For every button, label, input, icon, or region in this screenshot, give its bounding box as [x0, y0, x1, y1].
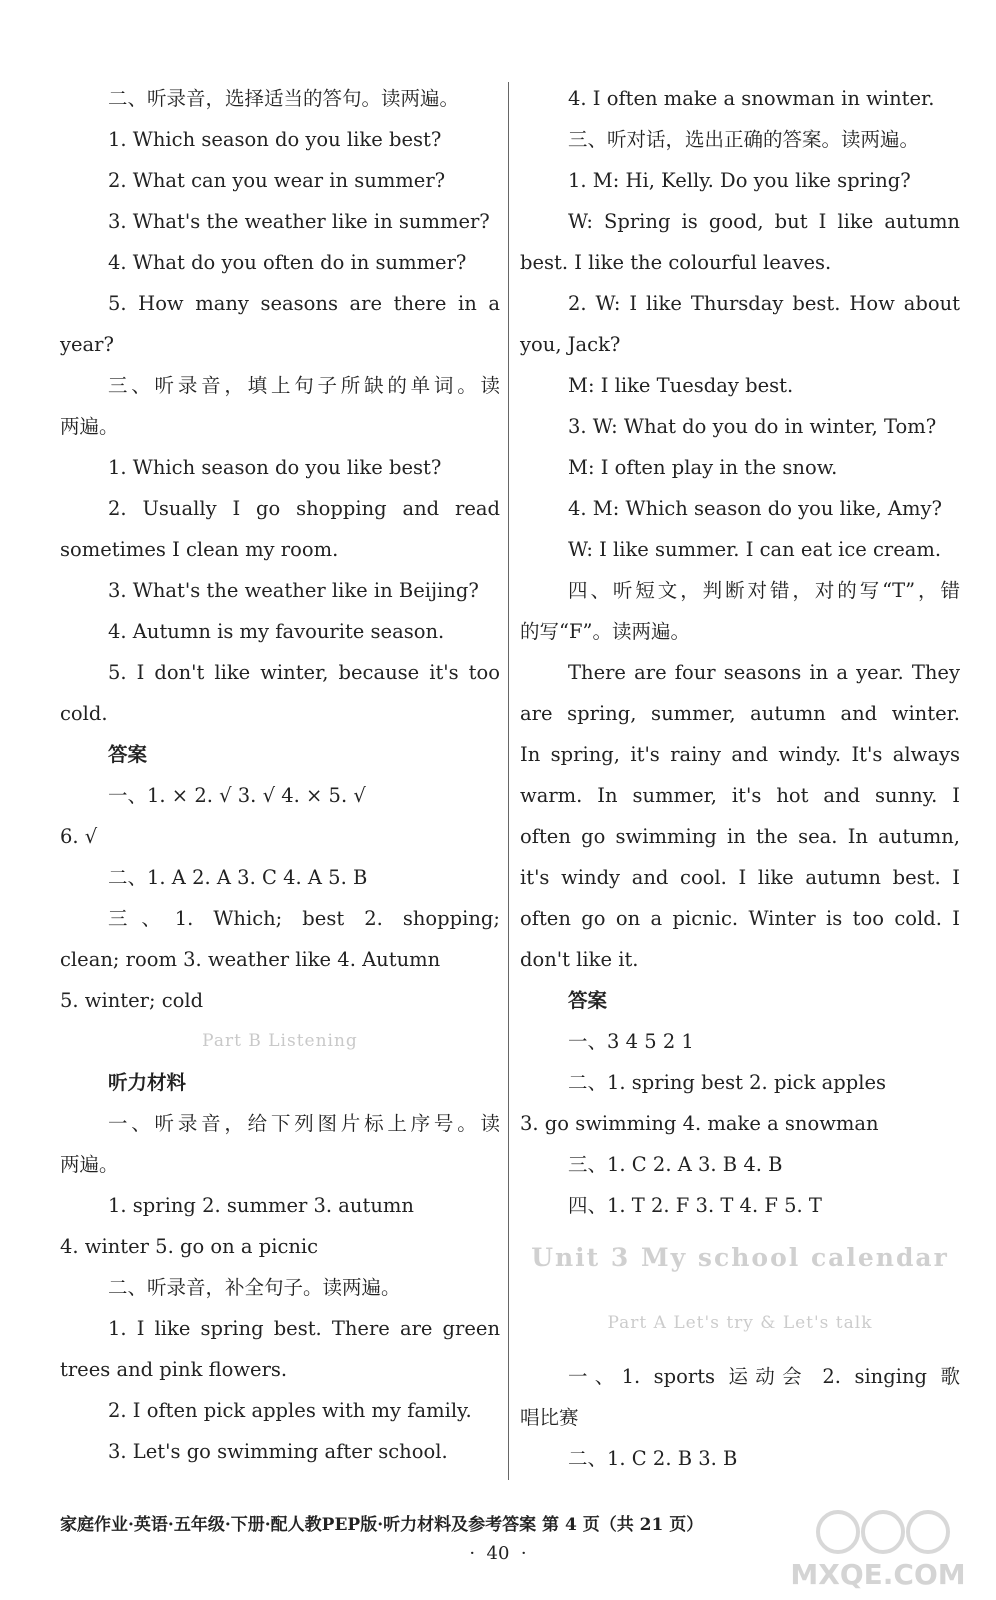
- footer-text: 家庭作业·英语·五年级·下册·配人教PEP版·听力材料及参考答案 第 4 页（共 21 页）: [60, 1515, 704, 1535]
- text-line: trees and pink flowers.: [60, 1358, 288, 1381]
- text-line: 3. go swimming 4. make a snowman: [520, 1112, 879, 1135]
- text-line: 一、1. × 2. √ 3. √ 4. × 5. √: [108, 784, 366, 807]
- text-line: it's windy and cool. I like autumn best. I: [520, 866, 960, 889]
- text-line: often go on a picnic. Winter is too cold. I: [520, 907, 960, 930]
- text-line: There are four seasons in a year. They: [568, 661, 960, 684]
- text-line: are spring, summer, autumn and winter.: [520, 702, 960, 725]
- text-line: 5. winter; cold: [60, 989, 204, 1012]
- text-line: warm. In summer, it's hot and sunny. I: [520, 784, 960, 807]
- text-line: 二、1. spring best 2. pick apples: [568, 1071, 886, 1094]
- text-line: 6. √: [60, 825, 98, 848]
- text-line: W: I like summer. I can eat ice cream.: [568, 538, 942, 561]
- text-line: 两遍。: [60, 1153, 119, 1176]
- text-line: 两遍。: [60, 415, 119, 438]
- text-line: 5. I don't like winter, because it's too: [108, 661, 500, 684]
- text-line: 3. What's the weather like in summer?: [108, 210, 490, 233]
- text-line: 一、3 4 5 2 1: [568, 1030, 694, 1053]
- page-number: · 40 ·: [469, 1543, 527, 1564]
- text-line: 3. Let's go swimming after school.: [108, 1440, 448, 1463]
- text-line: 三、听对话，选出正确的答案。读两遍。: [568, 128, 920, 151]
- text-line: 一、听录音，给下列图片标上序号。读: [108, 1112, 500, 1135]
- part-heading: Part B Listening: [202, 1031, 358, 1051]
- left-column: [60, 78, 500, 1472]
- text-line: 三、1. Which; best 2. shopping;: [108, 907, 500, 930]
- text-line: 4. What do you often do in summer?: [108, 251, 467, 274]
- text-line: clean; room 3. weather like 4. Autumn: [60, 948, 441, 971]
- text-line: 2. I often pick apples with my family.: [108, 1399, 472, 1422]
- text-line: 四、听短文，判断对错，对的写“T”，错: [568, 579, 960, 602]
- text-line: don't like it.: [520, 948, 639, 971]
- section-heading: 答案: [108, 743, 148, 766]
- text-line: often go swimming in the sea. In autumn,: [520, 825, 960, 848]
- watermark-text: MXQE.COM: [790, 1558, 966, 1591]
- text-line: 2. What can you wear in summer?: [108, 169, 446, 192]
- text-line: In spring, it's rainy and windy. It's always: [520, 743, 960, 766]
- text-line: 二、1. C 2. B 3. B: [568, 1447, 738, 1470]
- unit-heading: Unit 3 My school calendar: [531, 1243, 949, 1272]
- text-line: 4. winter 5. go on a picnic: [60, 1235, 319, 1258]
- text-line: 3. W: What do you do in winter, Tom?: [568, 415, 937, 438]
- text-line: 4. Autumn is my favourite season.: [108, 620, 445, 643]
- text-line: 二、听录音，选择适当的答句。读两遍。: [108, 87, 460, 110]
- text-line: 4. I often make a snowman in winter.: [568, 87, 935, 110]
- section-heading: 答案: [568, 989, 608, 1012]
- text-line: cold.: [60, 702, 108, 725]
- right-column: [520, 78, 960, 1479]
- text-line: you, Jack?: [520, 333, 621, 356]
- text-line: M: I like Tuesday best.: [568, 374, 794, 397]
- text-line: sometimes I clean my room.: [60, 538, 339, 561]
- text-line: 1. Which season do you like best?: [108, 456, 442, 479]
- text-line: 5. How many seasons are there in a: [108, 292, 500, 315]
- text-line: 4. M: Which season do you like, Amy?: [568, 497, 942, 520]
- text-line: 唱比赛: [520, 1406, 579, 1429]
- part-heading: Part A Let's try & Let's talk: [607, 1313, 873, 1333]
- text-line: M: I often play in the snow.: [568, 456, 838, 479]
- text-line: 二、1. A 2. A 3. C 4. A 5. B: [108, 866, 368, 889]
- text-line: 四、1. T 2. F 3. T 4. F 5. T: [568, 1194, 822, 1217]
- watermark-logo: [778, 1502, 978, 1594]
- text-line: 1. I like spring best. There are green: [108, 1317, 500, 1340]
- text-line: best. I like the colourful leaves.: [520, 251, 832, 274]
- section-heading: 听力材料: [108, 1071, 187, 1094]
- text-line: year?: [60, 333, 114, 356]
- text-line: 二、听录音，补全句子。读两遍。: [108, 1276, 401, 1299]
- text-line: 1. spring 2. summer 3. autumn: [108, 1194, 414, 1217]
- text-line: 2. W: I like Thursday best. How about: [568, 292, 960, 315]
- text-line: 一、1. sports 运动会 2. singing 歌: [568, 1365, 960, 1388]
- column-divider: [508, 82, 509, 1480]
- text-line: 1. M: Hi, Kelly. Do you like spring?: [568, 169, 911, 192]
- text-line: 三、1. C 2. A 3. B 4. B: [568, 1153, 783, 1176]
- text-line: 2. Usually I go shopping and read: [108, 497, 500, 520]
- text-line: 1. Which season do you like best?: [108, 128, 442, 151]
- text-line: 三、听录音，填上句子所缺的单词。读: [108, 374, 500, 397]
- text-line: W: Spring is good, but I like autumn: [568, 210, 960, 233]
- text-line: 3. What's the weather like in Beijing?: [108, 579, 479, 602]
- text-line: 的写“F”。读两遍。: [520, 620, 690, 643]
